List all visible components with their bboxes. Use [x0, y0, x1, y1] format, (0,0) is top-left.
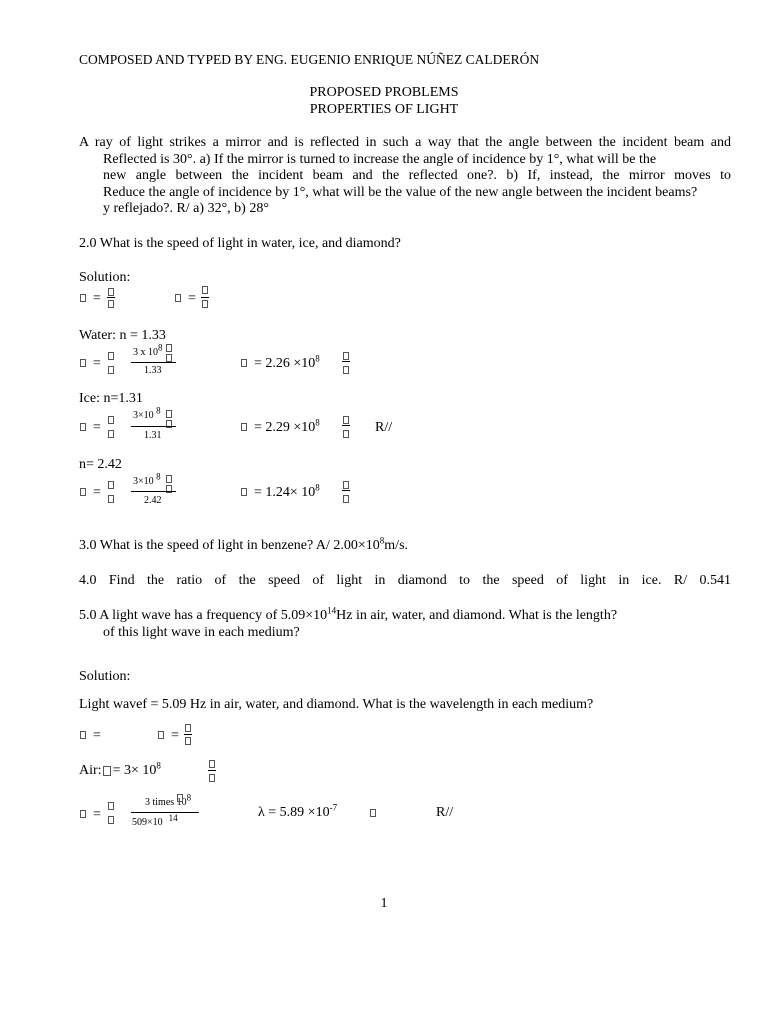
- lambda-result-exponent: -7: [329, 802, 338, 813]
- water-result-exponent: 8: [315, 353, 320, 364]
- symbol-glyph: [108, 416, 114, 424]
- symbol-glyph: [209, 760, 215, 768]
- equals-sign: =: [93, 291, 101, 306]
- symbol-glyph: [166, 354, 172, 362]
- equals-sign: =: [171, 728, 179, 743]
- symbol-glyph: [175, 294, 181, 302]
- symbol-glyph: [185, 724, 191, 732]
- diamond-result-value: = 1.24× 10: [254, 485, 316, 500]
- ice-result: [254, 417, 320, 436]
- water-result: [254, 353, 320, 372]
- ice-label: Ice: n=1.31: [79, 391, 143, 406]
- wavelength-denominator-exponent: 14: [168, 812, 178, 823]
- symbol-glyph: [343, 430, 349, 438]
- symbol-glyph: [108, 352, 114, 360]
- equals-sign: =: [188, 291, 196, 306]
- symbol-glyph: [80, 294, 86, 302]
- document-header: COMPOSED AND TYPED BY ENG. EUGENIO ENRIQUE NÚÑEZ CALDERÓN: [79, 52, 540, 67]
- symbol-glyph: [80, 731, 86, 739]
- diamond-numerator-base: 3×10: [133, 476, 154, 487]
- problem-5-frequency-exponent: 14: [327, 605, 337, 616]
- fraction-bar: [208, 770, 216, 771]
- symbol-glyph: [80, 488, 86, 496]
- fraction-bar: [184, 734, 192, 735]
- fraction-bar: [131, 491, 176, 492]
- symbol-glyph: [166, 344, 172, 352]
- fraction-bar: [342, 361, 350, 362]
- ice-answer-mark: R//: [375, 420, 393, 435]
- problem-5-line-1-start: 5.0 A light wave has a frequency of 5.09×10: [79, 608, 328, 623]
- fraction-bar: [342, 490, 350, 491]
- symbol-glyph: [343, 352, 349, 360]
- title-line-1: PROPOSED PROBLEMS: [309, 85, 459, 100]
- symbol-glyph: [343, 481, 349, 489]
- symbol-glyph: [158, 731, 164, 739]
- symbol-glyph: [103, 766, 111, 776]
- diamond-numerator-exponent: 8: [156, 471, 161, 482]
- problem-5-line-2: of this light wave in each medium?: [103, 625, 300, 640]
- ice-numerator: [133, 405, 161, 421]
- wavelength-numerator: [145, 792, 192, 808]
- symbol-glyph: [108, 481, 114, 489]
- equals-sign: =: [93, 356, 101, 371]
- problem-1-line-5: y reflejado?. R/ a) 32°, b) 28°: [103, 201, 269, 217]
- diamond-label: n= 2.42: [79, 457, 122, 472]
- symbol-glyph: [370, 809, 376, 817]
- fraction-bar: [342, 425, 350, 426]
- air-value: = 3× 10: [112, 763, 157, 778]
- problem-1: [79, 135, 731, 218]
- symbol-glyph: [108, 802, 114, 810]
- wavelength-denominator: [132, 812, 178, 828]
- problem-4: 4.0 Find the ratio of the speed of light in diamond to the speed of light in ice. R/ 0.541: [79, 573, 731, 588]
- symbol-glyph: [202, 286, 208, 294]
- problem-2-question: 2.0 What is the speed of light in water, ice, and diamond?: [79, 236, 401, 251]
- symbol-glyph: [166, 475, 172, 483]
- problem-5-answer-mark: R//: [436, 805, 454, 820]
- problem-3-exponent: 8: [379, 535, 385, 546]
- symbol-glyph: [108, 430, 114, 438]
- ice-result-value: = 2.29 ×10: [254, 420, 316, 435]
- ice-numerator-exponent: 8: [156, 405, 161, 416]
- diamond-numerator: [133, 471, 161, 487]
- water-denominator: 1.33: [144, 365, 162, 376]
- fraction-bar: [131, 426, 176, 427]
- problem-5-solution-label: Solution:: [79, 669, 131, 684]
- problem-5-line-1-end: Hz in air, water, and diamond. What is the length?: [336, 608, 618, 623]
- wavelength-numerator-exponent: 8: [186, 792, 192, 803]
- symbol-glyph: [343, 366, 349, 374]
- symbol-glyph: [108, 300, 114, 308]
- symbol-glyph: [177, 794, 183, 802]
- equals-sign: =: [93, 485, 101, 500]
- problem-1-line-2: Reflected is 30°. a) If the mirror is turned to increase the angle of incidence by 1°, what will be the: [103, 151, 657, 167]
- diamond-result: [254, 482, 320, 501]
- diamond-result-exponent: 8: [315, 482, 320, 493]
- problem-3-text: 3.0 What is the speed of light in benzene? A/ 2.00×10: [79, 538, 380, 553]
- symbol-glyph: [108, 366, 114, 374]
- air-label: Air:: [79, 763, 102, 778]
- symbol-glyph: [108, 816, 114, 824]
- fraction-bar: [131, 812, 199, 813]
- problem-1-line-3: new angle between the incident beam and the reflected one?. b) If, instead, the mirror moves to: [103, 168, 731, 184]
- symbol-glyph: [80, 359, 86, 367]
- ice-numerator-base: 3×10: [133, 410, 154, 421]
- symbol-glyph: [209, 774, 215, 782]
- title-line-2: PROPERTIES OF LIGHT: [309, 102, 459, 117]
- equals-sign: =: [93, 420, 101, 435]
- symbol-glyph: [80, 423, 86, 431]
- symbol-glyph: [241, 423, 247, 431]
- problem-1-line-1: A ray of light strikes a mirror and is reflected in such a way that the angle between the incident beam and: [79, 135, 731, 150]
- fraction-bar: [201, 297, 209, 298]
- symbol-glyph: [80, 810, 86, 818]
- wavelength-numerator-base: 3 times 10: [145, 797, 187, 808]
- equals-sign: =: [93, 728, 101, 743]
- page-number: 1: [380, 896, 388, 911]
- problem-5-restatement: Light wavef = 5.09 Hz in air, water, and diamond. What is the wavelength in each medium?: [79, 697, 594, 712]
- lambda-result-value: λ = 5.89 ×10: [258, 805, 330, 820]
- symbol-glyph: [202, 300, 208, 308]
- symbol-glyph: [108, 495, 114, 503]
- lambda-result: [258, 802, 338, 821]
- water-label: Water: n = 1.33: [79, 328, 166, 343]
- ice-denominator: 1.31: [144, 430, 162, 441]
- water-numerator-base: 3 x 10: [133, 347, 158, 358]
- symbol-glyph: [343, 416, 349, 424]
- problem-3-unit: m/s.: [384, 538, 409, 553]
- symbol-glyph: [108, 288, 114, 296]
- symbol-glyph: [241, 359, 247, 367]
- symbol-glyph: [343, 495, 349, 503]
- problem-2-solution-label: Solution:: [79, 270, 131, 285]
- water-numerator-exponent: 8: [158, 342, 163, 353]
- symbol-glyph: [185, 737, 191, 745]
- fraction-bar: [131, 362, 176, 363]
- air-line: [79, 760, 161, 779]
- air-value-exponent: 8: [156, 760, 161, 771]
- diamond-denominator: 2.42: [144, 495, 162, 506]
- symbol-glyph: [241, 488, 247, 496]
- fraction-bar: [107, 297, 115, 298]
- problem-3: [79, 535, 409, 554]
- problem-1-line-4: Reduce the angle of incidence by 1°, what will be the value of the new angle between the incident beams?: [103, 184, 698, 200]
- wavelength-denominator-base: 509×10: [132, 817, 163, 828]
- water-result-value: = 2.26 ×10: [254, 356, 316, 371]
- symbol-glyph: [166, 410, 172, 418]
- equals-sign: =: [93, 807, 101, 822]
- problem-5-line-1: [79, 605, 618, 624]
- ice-result-exponent: 8: [315, 417, 320, 428]
- water-numerator: [133, 342, 163, 358]
